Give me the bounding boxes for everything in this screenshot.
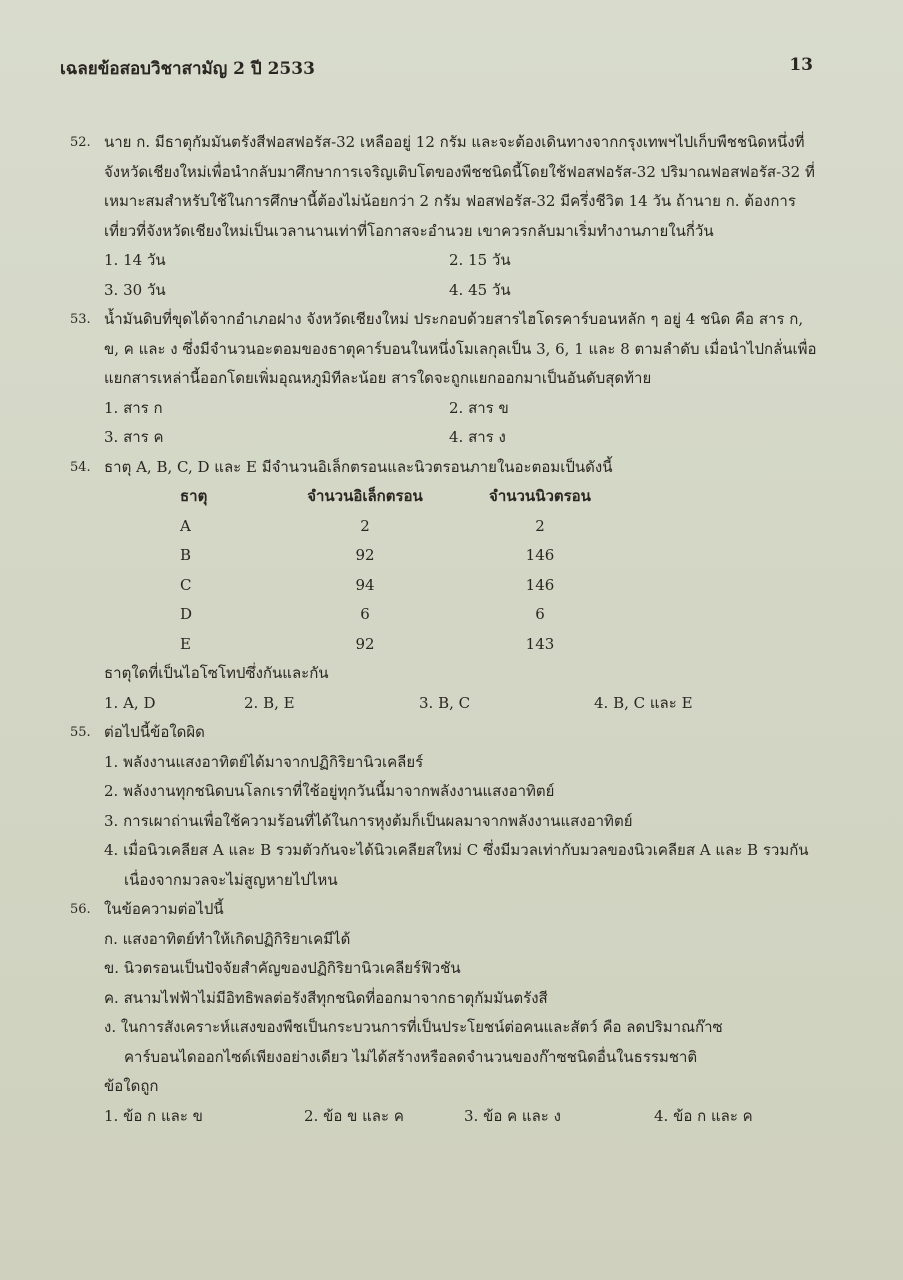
option: 3. ข้อ ค และ ง bbox=[464, 1106, 561, 1125]
options-52 bbox=[70, 246, 820, 305]
option: 3. B, C bbox=[419, 693, 471, 712]
question-56 bbox=[70, 895, 820, 925]
option: 1. A, D bbox=[104, 693, 156, 712]
table-cell: C bbox=[180, 575, 192, 594]
question-number: 55. bbox=[70, 725, 91, 740]
table-cell: E bbox=[180, 634, 191, 653]
question-text: น้ำมันดิบที่ขุดได้จากอำเภอฝาง จังหวัดเชียงใหม่ ประกอบด้วยสารไฮโดรคาร์บอนหลัก ๆ อยู่ 4 ชนิด คือ สาร ก, ข, ค และ ง ซึ่งมีจำนวนอะตอมของธาตุคาร์บอนในหนึ่งโมเลกุลเป็น 3, 6, 1 และ 8 ตามลำดับ เมื่อนำไปกลั่นเพื่อแยกสารเหล่านี้ออกโดยเพิ่มอุณหภูมิทีละน้อย สารใดจะถูกแยกออกมาเป็นอันดับสุดท้าย bbox=[104, 310, 817, 387]
table-header-row bbox=[180, 482, 630, 512]
question-number: 54. bbox=[70, 459, 91, 475]
option: 2. ข้อ ข และ ค bbox=[304, 1106, 404, 1125]
column-header: จำนวนนิวตรอน bbox=[489, 487, 591, 505]
list-item: 3. การเผาถ่านเพื่อใช้ความร้อนที่ได้ในการหุงต้มก็เป็นผลมาจากพลังงานแสงอาทิตย์ bbox=[104, 811, 633, 830]
header-title: เฉลยข้อสอบวิชาสามัญ 2 ปี 2533 bbox=[60, 59, 315, 79]
option: 1. สาร ก bbox=[104, 398, 163, 417]
column-header: จำนวนอิเล็กตรอน bbox=[307, 487, 423, 505]
question-52 bbox=[70, 128, 820, 246]
list-item: 4. เมื่อนิวเคลียส A และ B รวมตัวกันจะได้นิวเคลียสใหม่ C ซึ่งมีมวลเท่ากับมวลของนิวเคลียส A และ B รวมกัน เนื่องจากมวลจะไม่สูญหายไปไหน bbox=[104, 841, 809, 889]
content bbox=[70, 128, 820, 1131]
question-53 bbox=[70, 305, 820, 394]
option: 4. 45 วัน bbox=[449, 280, 511, 299]
option: 2. B, E bbox=[244, 693, 295, 712]
option: 1. ข้อ ก และ ข bbox=[104, 1106, 203, 1125]
option: 1. 14 วัน bbox=[104, 251, 166, 269]
table-row bbox=[180, 600, 630, 630]
option: 4. B, C และ E bbox=[594, 693, 693, 712]
table-cell: D bbox=[180, 605, 193, 623]
table-row bbox=[180, 512, 630, 542]
table-cell: 146 bbox=[525, 546, 555, 564]
table-cell: B bbox=[180, 546, 192, 564]
options-56 bbox=[70, 1102, 820, 1132]
option: 2. สาร ข bbox=[449, 398, 509, 417]
question-number: 56. bbox=[70, 902, 91, 917]
column-header: ธาตุ bbox=[180, 487, 208, 505]
element-table bbox=[180, 482, 630, 659]
table-cell: 146 bbox=[525, 575, 555, 594]
table-cell: 2 bbox=[360, 516, 370, 535]
list-item: ง. ในการสังเคราะห์แสงของพืชเป็นกระบวนการที่เป็นประโยชน์ต่อคนและสัตว์ คือ ลดปริมาณก๊าซคาร์บอนไดออกไซด์เพียงอย่างเดียว ไม่ได้สร้างหรือลดจำนวนของก๊าซชนิดอื่นในธรรมชาติ bbox=[104, 1018, 723, 1066]
table-row bbox=[180, 630, 630, 660]
question-text: ต่อไปนี้ข้อใดผิด bbox=[104, 723, 205, 741]
option: 3. 30 วัน bbox=[104, 280, 166, 299]
question-number: 52. bbox=[70, 135, 91, 150]
question-text: ธาตุ A, B, C, D และ E มีจำนวนอิเล็กตรอนและนิวตรอนภายในอะตอมเป็นดังนี้ bbox=[104, 457, 613, 476]
option: 4. สาร ง bbox=[449, 428, 506, 446]
option: 2. 15 วัน bbox=[449, 251, 511, 269]
option: 3. สาร ค bbox=[104, 428, 164, 446]
question-prompt: ข้อใดถูก bbox=[104, 1077, 159, 1095]
table-cell: 92 bbox=[355, 546, 375, 564]
options-54 bbox=[70, 689, 820, 719]
question-text: นาย ก. มีธาตุกัมมันตรังสีฟอสฟอรัส-32 เหลืออยู่ 12 กรัม และจะต้องเดินทางจากกรุงเทพฯไปเก็บพืชชนิดหนึ่งที่จังหวัดเชียงใหม่เพื่อนำกลับมาศึกษาการเจริญเติบโตของพืชชนิดนี้โดยใช้ฟอสฟอรัส-32 ปริมาณฟอสฟอรัส-32 ที่เหมาะสมสำหรับใช้ในการศึกษานี้ต้องไม่น้อยกว่า 2 กรัม ฟอสฟอรัส-32 มีครึ่งชีวิต 14 วัน ถ้านาย ก. ต้องการเที่ยวที่จังหวัดเชียงใหม่เป็นเวลานานเท่าที่โอกาสจะอำนวย เขาควรกลับมาเริ่มทำงานภายในกี่วัน bbox=[104, 133, 815, 240]
table-cell: 94 bbox=[355, 575, 375, 594]
page-number: 13 bbox=[789, 55, 813, 75]
table-cell: 143 bbox=[525, 634, 555, 653]
table-cell: 6 bbox=[535, 605, 545, 623]
list-item: 2. พลังงานทุกชนิดบนโลกเราที่ใช้อยู่ทุกวันนี้มาจากพลังงานแสงอาทิตย์ bbox=[104, 782, 555, 800]
option: 4. ข้อ ก และ ค bbox=[654, 1106, 753, 1125]
list-item: ก. แสงอาทิตย์ทำให้เกิดปฏิกิริยาเคมีได้ bbox=[104, 929, 351, 948]
table-cell: 92 bbox=[355, 634, 375, 653]
list-item: ข. นิวตรอนเป็นปัจจัยสำคัญของปฏิกิริยานิวเคลียร์ฟิวชัน bbox=[104, 959, 461, 977]
question-number: 53. bbox=[70, 312, 91, 327]
table-cell: A bbox=[180, 516, 191, 535]
table-row bbox=[180, 571, 630, 601]
page-header bbox=[60, 55, 813, 82]
question-54 bbox=[70, 453, 820, 483]
table-cell: 2 bbox=[535, 516, 545, 535]
question-text: ในข้อความต่อไปนี้ bbox=[104, 900, 224, 918]
table-row bbox=[180, 541, 630, 571]
table-cell: 6 bbox=[360, 605, 370, 623]
question-55 bbox=[70, 718, 820, 748]
list-item: ค. สนามไฟฟ้าไม่มีอิทธิพลต่อรังสีทุกชนิดที่ออกมาจากธาตุกัมมันตรังสี bbox=[104, 988, 548, 1007]
list-item: 1. พลังงานแสงอาทิตย์ได้มาจากปฏิกิริยานิวเคลียร์ bbox=[104, 752, 424, 771]
question-prompt: ธาตุใดที่เป็นไอโซโทปซึ่งกันและกัน bbox=[104, 664, 329, 682]
options-53 bbox=[70, 394, 820, 453]
